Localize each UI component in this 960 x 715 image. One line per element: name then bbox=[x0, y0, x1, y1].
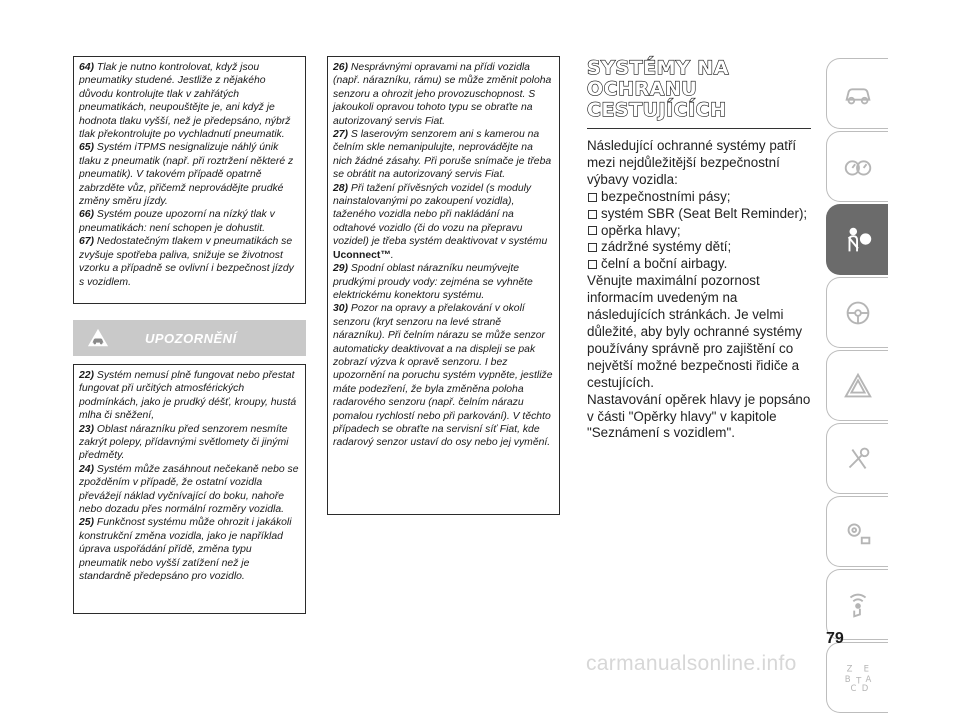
tab-starting-driving[interactable] bbox=[826, 277, 888, 348]
list-item: systém SBR (Seat Belt Reminder); bbox=[587, 206, 819, 223]
note-28: 28) Při tažení přívěsných vozidel (s moduly nainstalovanými po zakoupení vozidla), taženého vozidla nebo při nakládání na odtahové vozidlo (či do vozu na přepravu vozidel) je třeba systém deaktivovat v systému Uconnect™. bbox=[333, 182, 548, 261]
attention-paragraph: Věnujte maximální pozornost informacím uvedeným na následujících stránkách. Je velmi důležité, aby byly ochranné systémy používány správně pro zajištění co největší možné bezpečnosti řidiče a cestujících. bbox=[587, 273, 803, 390]
note-67: 67) Nedostatečným tlakem v pneumatikách se zvyšuje spotřeba paliva, snižuje se životnost vzorku a případně se ovlivní i bezpečnost jízdy s vozidlem. bbox=[79, 236, 294, 288]
tab-vehicle[interactable] bbox=[826, 58, 888, 129]
steering-wheel-icon bbox=[841, 296, 875, 330]
tab-technical-data[interactable] bbox=[826, 496, 888, 567]
title-divider bbox=[587, 128, 811, 129]
note-27: 27) S laserovým senzorem ani s kamerou na čelním skle nemanipulujte, neprovádějte na nich žádné zásahy. Při poruše snímače je třeba se obrátit na autorizovaný servis Fiat. bbox=[333, 129, 552, 181]
list-item: čelní a boční airbagy. bbox=[587, 256, 819, 273]
note-29: 29) Spodní oblast nárazníku neumývejte prudkými proudy vody: zejména se vyhněte elektrickému konektoru systému. bbox=[333, 263, 533, 301]
list-item: zádržné systémy dětí; bbox=[587, 239, 819, 256]
tab-emergency[interactable] bbox=[826, 350, 888, 421]
headrest-paragraph: Nastavování opěrek hlavy je popsáno v části "Opěrky hlavy" v kapitole "Seznámení s vozidlem". bbox=[587, 391, 811, 441]
section-title: SYSTÉMY NA OCHRANU CESTUJÍCÍCH bbox=[587, 57, 729, 121]
section-occupant-protection bbox=[587, 58, 819, 442]
svg-text:E: E bbox=[863, 663, 869, 674]
tab-instruments[interactable] bbox=[826, 131, 888, 202]
intro-text: Následující ochranné systémy patří mezi nejdůležitější bezpečnostní výbavy vozidla: bbox=[587, 138, 797, 187]
svg-text:D: D bbox=[861, 683, 868, 694]
warning-triangle-icon bbox=[841, 369, 875, 403]
svg-text:B: B bbox=[844, 674, 851, 685]
square-bullet-icon bbox=[588, 193, 597, 202]
square-bullet-icon bbox=[588, 210, 597, 219]
warning-header bbox=[73, 320, 306, 356]
car-dashboard-icon bbox=[841, 77, 875, 111]
list-item: bezpečnostními pásy; bbox=[587, 189, 819, 206]
dashboard-gauges-icon bbox=[841, 150, 875, 184]
note-24: 24) Systém může zasáhnout nečekaně nebo se zpožděním v případě, že ostatní vozidla převážejí náklad vyčnívající do boku, nahoře nebo dozadu přes normální rozměry vozidla. bbox=[79, 463, 299, 516]
alphabetical-index-icon bbox=[841, 661, 875, 695]
list-item: opěrka hlavy; bbox=[587, 223, 819, 240]
tab-index[interactable] bbox=[826, 642, 888, 713]
note-22: 22) Systém nemusí plně fungovat nebo přestat fungovat při určitých atmosférických podmínkách, jako je prudký déšť, kroupy, hustá mlha či sněžení, bbox=[79, 370, 297, 422]
svg-text:Z: Z bbox=[846, 663, 852, 674]
chapter-tabs bbox=[826, 58, 888, 715]
notes-box-warnings-b bbox=[327, 56, 560, 515]
note-23: 23) Oblast nárazníku před senzorem nesmíte zakrýt polepy, přídavnými světlomety či jinými předměty. bbox=[79, 423, 289, 462]
notes-box-warnings-a bbox=[73, 364, 306, 614]
svg-text:T: T bbox=[855, 676, 861, 687]
note-65: 65) Systém iTPMS nesignalizuje náhlý únik tlaku z pneumatik (např. při roztržení některé z pneumatik). V takovém případě opatrně zabrzděte vůz, přičemž neprovádějte prudké změny směru jízdy. bbox=[79, 142, 294, 208]
warning-title: UPOZORNĚNÍ bbox=[145, 330, 237, 346]
note-30: 30) Pozor na opravy a přelakování v okolí senzoru (kryt senzoru na levé straně nárazníku). Při čelním nárazu se může senzor automaticky deaktivovat a na displeji se pak zobrazí výzva k opravě senzoru. I bez upozornění na poruchu systém vypněte, jestliže máte podezření, že byla změněna poloha radarového senzoru (např. čelním nárazu pomalou rychlostí nebo při parkování). V těchto případech se obraťte na servisní síť Fiat, kde radarový senzor ustaví do osy nebo jej vymění. bbox=[333, 303, 553, 449]
square-bullet-icon bbox=[588, 260, 597, 269]
notes-box-tires bbox=[73, 56, 306, 304]
svg-text:C: C bbox=[849, 683, 856, 694]
page-number: 79 bbox=[826, 630, 844, 647]
square-bullet-icon bbox=[588, 243, 597, 252]
uconnect-brand: Uconnect™ bbox=[333, 249, 391, 261]
tab-maintenance[interactable] bbox=[826, 423, 888, 494]
technical-data-icon bbox=[841, 515, 875, 549]
watermark: carmanualsonline.info bbox=[586, 652, 797, 675]
tools-icon bbox=[841, 442, 875, 476]
square-bullet-icon bbox=[588, 226, 597, 235]
note-25: 25) Funkčnost systému může ohrozit i jakákoli konstrukční změna vozidla, jako je například úprava uspořádání přídě, změna typu pneumatik nebo vyšší zatížení než je standardně předepsáno pro vozidlo. bbox=[79, 517, 292, 583]
note-26: 26) Nesprávnými opravami na přídi vozidla (např. nárazníku, rámu) se může změnit poloha senzoru a ohrozit jeho provozuschopnost. S jakoukoli opravou tohoto typu se obraťte na autorizovaný servis Fiat. bbox=[333, 62, 552, 127]
svg-text:A: A bbox=[865, 674, 871, 685]
note-64: 64) Tlak je nutno kontrolovat, když jsou pneumatiky studené. Jestliže z nějakého důvodu kontrolujte tlak v zahřátých pneumatikách, neupouštějte je, ani když je hodnota tlaku vyšší, než je předepsáno, nýbrž tlak překontrolujte po vychladnutí pneumatik. bbox=[79, 62, 291, 141]
multimedia-icon bbox=[841, 588, 875, 622]
seatbelt-airbag-icon bbox=[841, 223, 875, 257]
note-66: 66) Systém pouze upozorní na nízký tlak v pneumatikách: není schopen je dohustit. bbox=[79, 209, 275, 234]
tab-safety[interactable] bbox=[826, 204, 888, 275]
protection-list bbox=[587, 189, 819, 274]
warning-car-icon bbox=[87, 327, 109, 349]
